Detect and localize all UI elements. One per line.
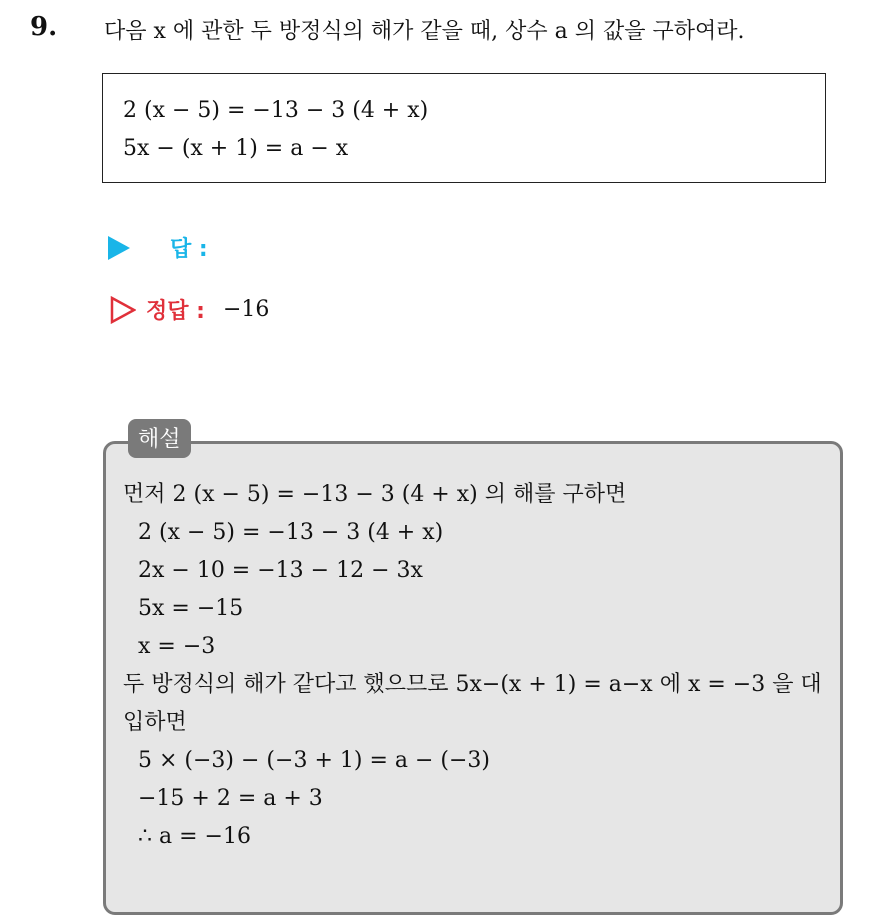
correct-answer-row <box>110 294 269 325</box>
solution-content <box>123 476 833 856</box>
given-equation-1: 2 (x − 5) = −13 − 3 (4 + x) <box>123 98 429 123</box>
play-triangle-icon <box>108 236 130 260</box>
answer-label: 답 : <box>170 237 208 262</box>
solution-line: −15 + 2 = a + 3 <box>138 786 323 811</box>
given-equation-2: 5x − (x + 1) = a − x <box>123 136 349 161</box>
outline-triangle-icon <box>110 296 136 324</box>
solution-line: ∴ a = −16 <box>138 824 251 849</box>
solution-line: 두 방정식의 해가 같다고 했으므로 5x−(x + 1) = a−x 에 x = −3 을 대입하면 <box>123 672 822 735</box>
given-equations-box <box>102 73 826 183</box>
solution-line: x = −3 <box>138 634 216 659</box>
solution-line: 먼저 2 (x − 5) = −13 − 3 (4 + x) 의 해를 구하면 <box>123 482 627 507</box>
correct-answer-value: −16 <box>222 297 270 322</box>
answer-row <box>108 232 208 263</box>
solution-line: 5 × (−3) − (−3 + 1) = a − (−3) <box>138 748 490 773</box>
correct-answer-label: 정답 : <box>146 299 205 324</box>
solution-line: 5x = −15 <box>138 596 244 621</box>
solution-line: 2x − 10 = −13 − 12 − 3x <box>138 558 423 583</box>
solution-line: 2 (x − 5) = −13 − 3 (4 + x) <box>138 520 444 545</box>
solution-tab: 해설 <box>128 419 191 458</box>
question-text: 다음 x 에 관한 두 방정식의 해가 같을 때, 상수 a 의 값을 구하여라. <box>104 19 745 44</box>
question-number: 9. <box>30 12 58 42</box>
